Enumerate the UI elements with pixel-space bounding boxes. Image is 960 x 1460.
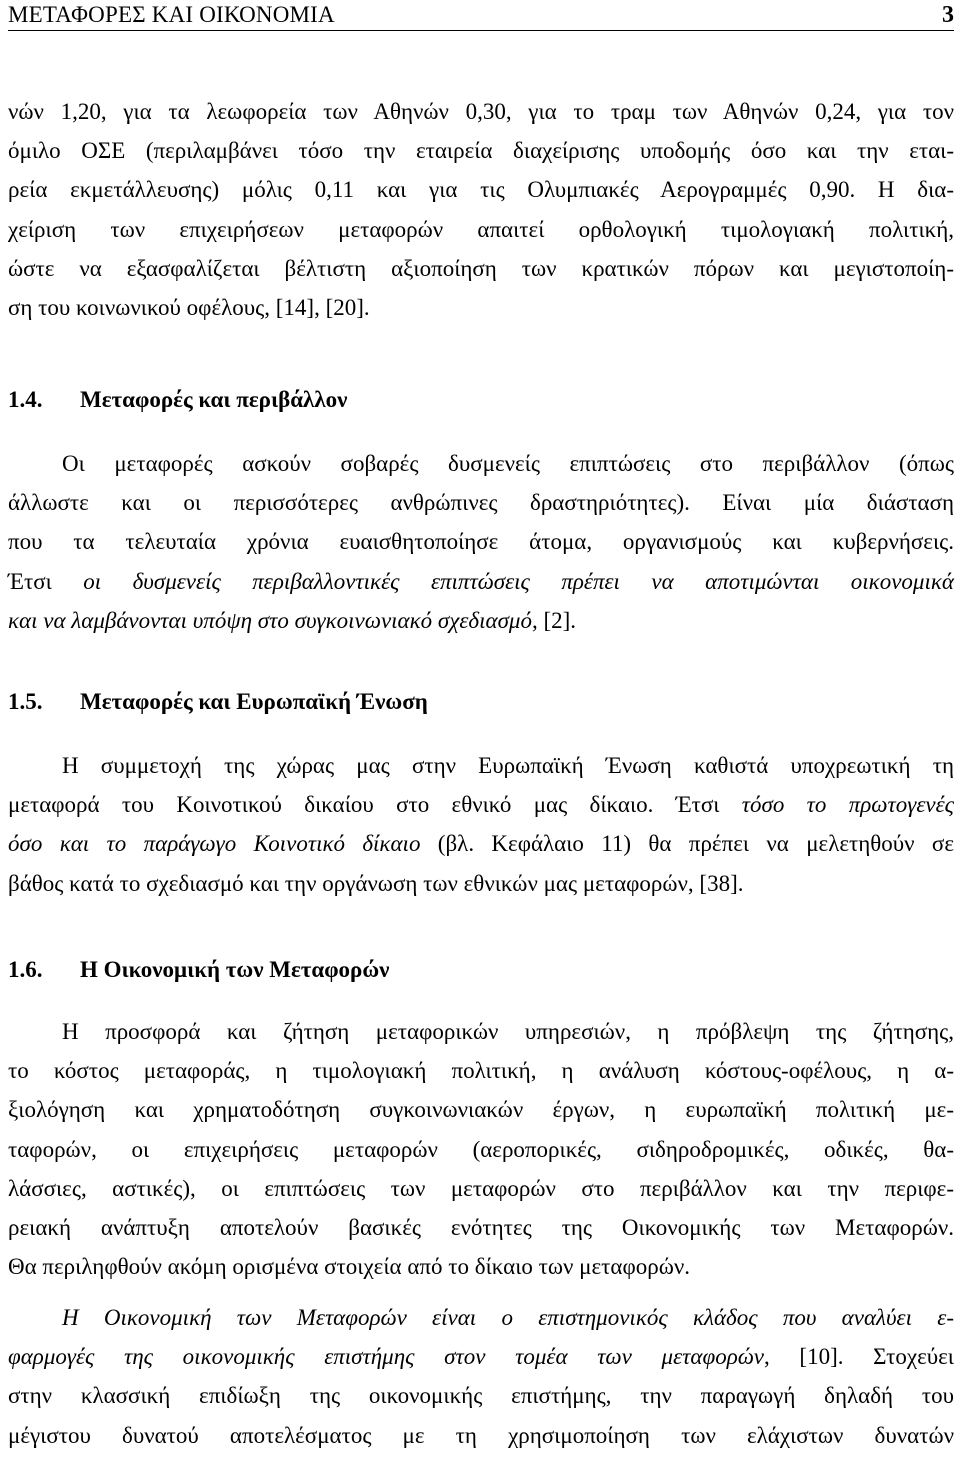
- section-heading-1-4: [8, 380, 954, 420]
- page-number: 3: [942, 2, 954, 28]
- italic-fragment: και να λαμβάνονται υπόψη στο συγκοινωνιακό σχεδιασμό: [8, 607, 532, 633]
- text-line: Οι μεταφορές ασκούν σοβαρές δυσμενείς επιπτώσεις στο περιβάλλον (όπως: [62, 451, 954, 476]
- text-line: ρειακή ανάπτυξη αποτελούν βασικές ενότητες της Οικονομικής των Μεταφορών.: [8, 1214, 954, 1240]
- text-line: ξιολόγηση και χρηματοδότηση συγκοινωνιακών έργων, η ευρωπαϊκή πολιτική με-: [8, 1097, 954, 1123]
- text-line: [8, 601, 954, 640]
- section-heading-1-6: [8, 950, 954, 990]
- text-line: όμιλο ΟΣΕ (περιλαμβάνει τόσο την εταιρεία διαχείρισης υποδομής όσο και την εται-: [8, 138, 954, 164]
- text-line: το κόστος μεταφοράς, η τιμολογιακή πολιτική, η ανάλυση κόστους-οφέλους, η α-: [8, 1058, 954, 1084]
- italic-fragment: οι δυσμενείς περιβαλλοντικές επιπτώσεις πρέπει να αποτιμώνται οικονομικά: [83, 568, 954, 594]
- section-1-5-paragraph: [8, 746, 954, 903]
- section-1-6-paragraph-2: [8, 1298, 954, 1455]
- text-fragment: , [2].: [531, 607, 577, 633]
- text-line: ρεία εκμετάλλευσης) μόλις 0,11 και για τις Ολυμπιακές Αερογραμμές 0,90. Η δια-: [8, 177, 954, 203]
- text-line: ώστε να εξασφαλίζεται βέλτιστη αξιοποίηση των κρατικών πόρων και μεγιστοποίη-: [8, 255, 954, 281]
- text-line: ταφορών, οι επιχειρήσεις μεταφορών (αεροπορικές, σιδηροδρομικές, οδικές, θα-: [8, 1136, 954, 1162]
- text-line: άλλωστε και οι περισσότερες ανθρώπινες δραστηριότητες). Είναι μία διάσταση: [8, 490, 954, 516]
- italic-fragment: Η Οικονομική των Μεταφορών είναι ο επιστημονικός κλάδος που αναλύει ε-: [62, 1305, 954, 1330]
- text-line: βάθος κατά το σχεδιασμό και την οργάνωση των εθνικών μας μεταφορών, [38].: [8, 870, 744, 896]
- italic-fragment: φαρμογές της οικονομικής επιστήμης στον τομέα των μεταφορών: [8, 1344, 764, 1370]
- text-line: στην κλασσική επιδίωξη της οικονομικής επιστήμης, την παραγωγή δηλαδή του: [8, 1383, 954, 1409]
- text-fragment: Έτσι: [8, 568, 84, 594]
- section-number: 1.6.: [8, 957, 43, 982]
- section-title: Μεταφορές και Ευρωπαϊκή Ένωση: [80, 689, 428, 714]
- text-line: Η συμμετοχή της χώρας μας στην Ευρωπαϊκή Ένωση καθιστά υποχρεωτική τη: [62, 753, 954, 778]
- section-title: Η Οικονομική των Μεταφορών: [80, 957, 390, 982]
- text-line: [8, 1337, 954, 1376]
- section-number: 1.5.: [8, 689, 43, 714]
- text-line: [8, 562, 954, 601]
- text-line: μέγιστου δυνατού αποτελέσματος με τη χρησιμοποίηση των ελάχιστων δυνατών: [8, 1422, 954, 1448]
- text-fragment: μεταφορά του Κοινοτικού δικαίου στο εθνικό μας δίκαιο. Έτσι: [8, 792, 742, 818]
- italic-fragment: όσο και το παράγωγο Κοινοτικό δίκαιο: [8, 831, 421, 857]
- text-line: Η προσφορά και ζήτηση μεταφορικών υπηρεσιών, η πρόβλεψη της ζήτησης,: [62, 1019, 954, 1044]
- text-line: Θα περιληφθούν ακόμη ορισμένα στοιχεία από το δίκαιο των μεταφορών.: [8, 1254, 690, 1280]
- text-line: χείριση των επιχειρήσεων μεταφορών απαιτεί ορθολογική τιμολογιακή πολιτική,: [8, 216, 954, 242]
- text-line: που τα τελευταία χρόνια ευαισθητοποίησε άτομα, οργανισμούς και κυβερνήσεις.: [8, 529, 954, 555]
- section-heading-1-5: [8, 682, 954, 722]
- intro-paragraph: [8, 92, 954, 327]
- text-line: [8, 785, 954, 824]
- text-line: ση του κοινωνικού οφέλους, [14], [20].: [8, 294, 370, 320]
- text-fragment: (βλ. Κεφάλαιο 11) θα πρέπει να μελετηθούν σε: [420, 831, 954, 857]
- running-header-title: ΜΕΤΑΦΟΡΕΣ ΚΑΙ ΟΙΚΟΝΟΜΙΑ: [8, 2, 335, 27]
- section-title: Μεταφορές και περιβάλλον: [80, 387, 348, 412]
- italic-fragment: τόσο το πρωτογενές: [741, 792, 954, 818]
- running-header: [8, 0, 954, 31]
- text-line: νών 1,20, για τα λεωφορεία των Αθηνών 0,30, για το τραμ των Αθηνών 0,24, για τον: [8, 99, 954, 124]
- text-line: [8, 824, 954, 863]
- text-line: λάσσιες, αστικές), οι επιπτώσεις των μεταφορών στο περιβάλλον και την περιφε-: [8, 1175, 954, 1201]
- text-line: [8, 1298, 954, 1337]
- section-number: 1.4.: [8, 387, 43, 412]
- section-1-6-paragraph-1: [8, 1012, 954, 1286]
- section-1-4-paragraph: [8, 444, 954, 640]
- text-fragment: , [10]. Στοχεύει: [764, 1344, 954, 1370]
